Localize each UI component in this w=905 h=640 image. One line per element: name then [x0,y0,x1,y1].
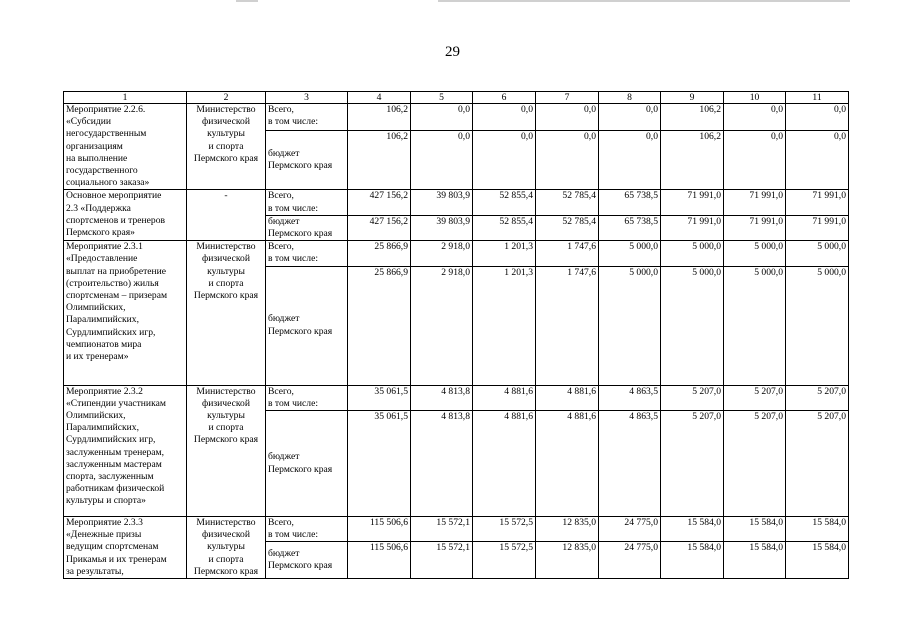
activity-name: Мероприятие 2.3.3 «Денежные призы ведущим спортсменам Прикамья и их тренерам за результаты, [64,517,187,579]
funding-source-budget: бюджет Пермского края [266,266,348,385]
value-cell: 15 584,0 [661,542,724,579]
funding-source-budget: бюджет Пермского края [266,130,348,189]
value-cell: 52 785,4 [536,215,599,240]
column-header: 3 [266,92,348,104]
column-header: 11 [786,92,849,104]
value-cell: 0,0 [786,104,849,131]
value-cell: 15 572,1 [411,542,473,579]
value-cell: 39 803,9 [411,215,473,240]
value-cell: 71 991,0 [786,215,849,240]
executor: Министерство физической культуры и спорта Пермского края [187,517,266,579]
funding-source-total: Всего, в том числе: [266,385,348,410]
column-header: 8 [599,92,661,104]
value-cell: 1 747,6 [536,241,599,266]
executor: Министерство физической культуры и спорта Пермского края [187,385,266,516]
value-cell: 0,0 [411,104,473,131]
table-row-total [64,241,849,266]
scan-edge-mark [438,0,850,2]
value-cell: 5 000,0 [786,241,849,266]
value-cell: 4 863,5 [599,411,661,517]
value-cell: 24 775,0 [599,542,661,579]
funding-source-total: Всего, в том числе: [266,104,348,131]
activity-name: Мероприятие 2.2.6. «Субсидии негосударственным организациям на выполнение государственного социального заказа» [64,104,187,190]
value-cell: 2 918,0 [411,266,473,385]
value-cell: 4 813,8 [411,385,473,410]
value-cell: 1 201,3 [473,241,536,266]
value-cell: 5 207,0 [786,411,849,517]
table-body [64,104,849,579]
value-cell: 52 855,4 [473,215,536,240]
value-cell: 5 207,0 [786,385,849,410]
page-number: 29 [445,44,460,60]
table-row-total [64,517,849,542]
value-cell: 15 584,0 [786,542,849,579]
funding-source-total: Всего, в том числе: [266,517,348,542]
column-header: 4 [348,92,411,104]
column-header: 1 [64,92,187,104]
scan-edge-mark [236,0,258,2]
value-cell: 12 835,0 [536,517,599,542]
funding-source-total: Всего, в том числе: [266,241,348,266]
activity-name: Мероприятие 2.3.1 «Предоставление выплат на приобретение (строительство) жилья спортсменам – призерам Олимпийских, Паралимпийских, Сурдлимпийских игр, чемпионатов мира и их тренерам» [64,241,187,385]
value-cell: 15 572,5 [473,542,536,579]
value-cell: 5 000,0 [661,266,724,385]
value-cell: 4 863,5 [599,385,661,410]
value-cell: 0,0 [473,130,536,189]
value-cell: 71 991,0 [724,190,786,215]
column-header: 9 [661,92,724,104]
funding-source-budget: бюджет Пермского края [266,411,348,517]
value-cell: 15 584,0 [724,517,786,542]
table-row-total [64,190,849,215]
value-cell: 15 584,0 [724,542,786,579]
value-cell: 106,2 [661,104,724,131]
funding-source-total: Всего, в том числе: [266,190,348,215]
value-cell: 12 835,0 [536,542,599,579]
value-cell: 0,0 [536,104,599,131]
value-cell: 15 584,0 [786,517,849,542]
value-cell: 106,2 [661,130,724,189]
value-cell: 427 156,2 [348,215,411,240]
value-cell: 71 991,0 [661,215,724,240]
value-cell: 0,0 [599,130,661,189]
executor: - [187,190,266,241]
value-cell: 5 207,0 [661,385,724,410]
table-row-total [64,104,849,131]
column-header: 7 [536,92,599,104]
column-header: 5 [411,92,473,104]
value-cell: 52 785,4 [536,190,599,215]
value-cell: 5 207,0 [661,411,724,517]
value-cell: 24 775,0 [599,517,661,542]
header-row [64,92,849,104]
value-cell: 52 855,4 [473,190,536,215]
column-header: 2 [187,92,266,104]
value-cell: 427 156,2 [348,190,411,215]
funding-source-budget: бюджет Пермского края [266,215,348,240]
value-cell: 5 000,0 [661,241,724,266]
value-cell: 0,0 [786,130,849,189]
value-cell: 4 881,6 [473,411,536,517]
value-cell: 106,2 [348,130,411,189]
value-cell: 1 747,6 [536,266,599,385]
value-cell: 0,0 [599,104,661,131]
funding-source-budget: бюджет Пермского края [266,542,348,579]
activity-name: Мероприятие 2.3.2 «Стипендии участникам Олимпийских, Паралимпийских, Сурдлимпийских игр, заслуженным тренерам, заслуженным мастерам спорта, заслуженным работникам физической культуры и спорта» [64,385,187,516]
value-cell: 4 881,6 [473,385,536,410]
value-cell: 39 803,9 [411,190,473,215]
value-cell: 4 881,6 [536,385,599,410]
value-cell: 4 813,8 [411,411,473,517]
value-cell: 5 000,0 [724,241,786,266]
budget-table [63,91,849,579]
value-cell: 115 506,6 [348,542,411,579]
value-cell: 5 207,0 [724,385,786,410]
value-cell: 71 991,0 [724,215,786,240]
value-cell: 25 866,9 [348,241,411,266]
value-cell: 5 000,0 [786,266,849,385]
column-header: 6 [473,92,536,104]
value-cell: 0,0 [536,130,599,189]
table-row-total [64,385,849,410]
value-cell: 35 061,5 [348,411,411,517]
value-cell: 35 061,5 [348,385,411,410]
value-cell: 0,0 [724,104,786,131]
value-cell: 15 584,0 [661,517,724,542]
value-cell: 25 866,9 [348,266,411,385]
value-cell: 15 572,5 [473,517,536,542]
value-cell: 5 000,0 [599,241,661,266]
value-cell: 106,2 [348,104,411,131]
column-header: 10 [724,92,786,104]
executor: Министерство физической культуры и спорта Пермского края [187,104,266,190]
value-cell: 0,0 [473,104,536,131]
value-cell: 1 201,3 [473,266,536,385]
value-cell: 5 000,0 [599,266,661,385]
value-cell: 115 506,6 [348,517,411,542]
value-cell: 65 738,5 [599,190,661,215]
value-cell: 4 881,6 [536,411,599,517]
value-cell: 71 991,0 [661,190,724,215]
value-cell: 71 991,0 [786,190,849,215]
value-cell: 0,0 [411,130,473,189]
value-cell: 5 000,0 [724,266,786,385]
value-cell: 5 207,0 [724,411,786,517]
value-cell: 0,0 [724,130,786,189]
activity-name: Основное мероприятие 2.3 «Поддержка спортсменов и тренеров Пермского края» [64,190,187,241]
value-cell: 2 918,0 [411,241,473,266]
value-cell: 15 572,1 [411,517,473,542]
executor: Министерство физической культуры и спорта Пермского края [187,241,266,385]
value-cell: 65 738,5 [599,215,661,240]
table-header [64,92,849,104]
